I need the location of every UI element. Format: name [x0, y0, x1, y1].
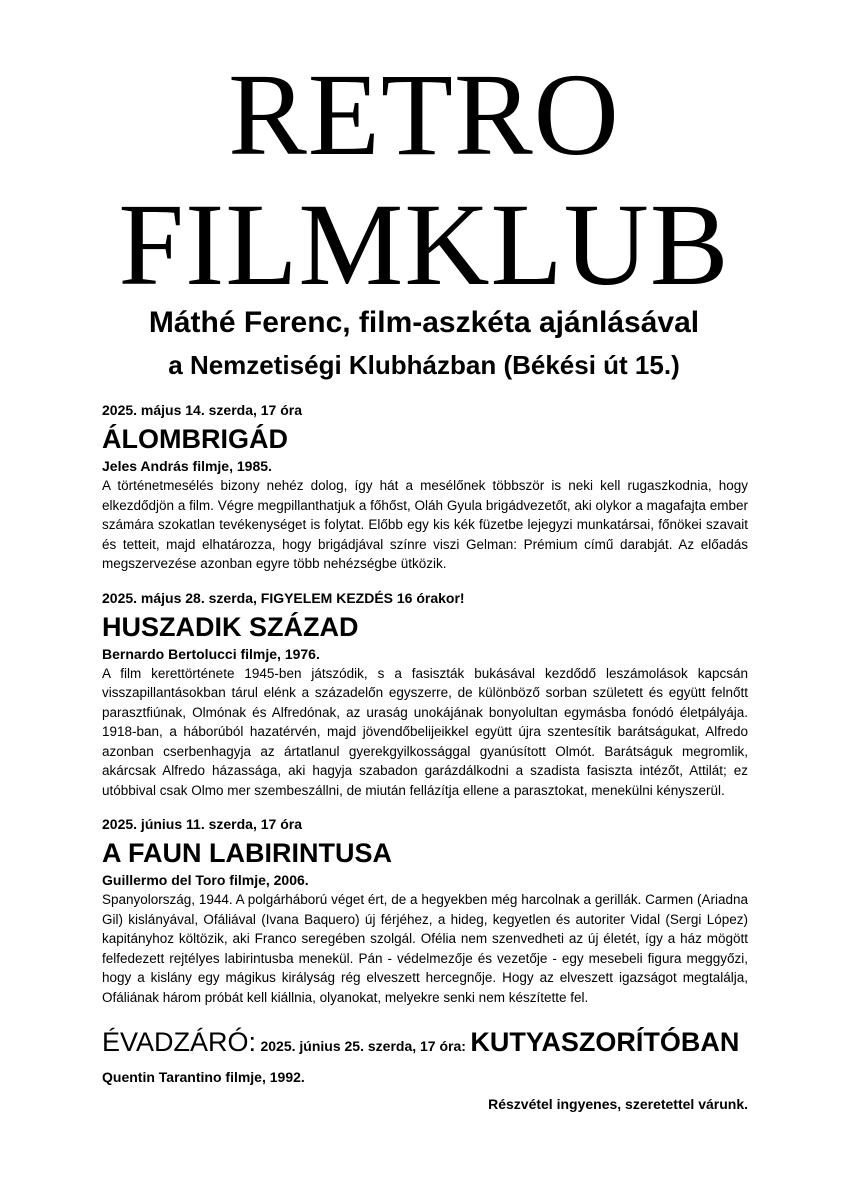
finale-director: Quentin Tarantino filmje, 1992.: [102, 1069, 305, 1085]
season-finale: [102, 1025, 748, 1064]
finale-date: 2025. június 25. szerda, 17 óra:: [260, 1038, 466, 1054]
screening-date: 2025. május 14. szerda, 17 óra: [102, 402, 303, 418]
film-description: A történetmesélés bizony nehéz dolog, így hát a mesélőnek többször is neki kell rugaszkodnia, hogy elkezdődjön a film. Végre megpillanthatjuk a főhőst, Oláh Gyula brigádvezetőt, aki olykor a magafajta ember számára szokatlan tevékenységet is folytat. Előbb egy kis kék füzetbe lejegyzi munkatársai, főnökei szavait és tetteit, majd elhatározza, hogy brigádjával színre viszi Gelman: Prémium című darabját. Az előadás megszervezése azonban egyre több nehézségbe ütközik.: [102, 478, 748, 571]
film-director: Jeles András filmje, 1985.: [102, 458, 272, 474]
program-list: [102, 401, 748, 1114]
film-director: Guillermo del Toro filmje, 2006.: [102, 872, 309, 888]
film-title: HUSZADIK SZÁZAD: [102, 611, 359, 642]
film-description: Spanyolország, 1944. A polgárháború véget ért, de a hegyekben még harcolnak a gerillák. Carmen (Ariadna Gil) kislányával, Ofáliával (Ivana Baquero) új férjéhez, a hideg, kegyetlen és autoriter Vidal (Sergi López) kapitányhoz költözik, aki Franco seregében szolgál. Ofélia nem szenvedheti az új életét, így a ház mögött felfedezett rejtélyes labirintusba menekül. Pán - védelmezője és vezetője - egy mesebeli figura meggyőzi, hogy a kislány egy mágikus királyság rég elveszett hercegnője. Hogy az elveszett igazságot megtalálja, Ofáliának három próbát kell kiállnia, olyanokat, melyekre senki nem készítette fel.: [102, 892, 748, 1005]
subtitle-venue: a Nemzetiségi Klubházban (Békési út 15.): [168, 350, 680, 380]
closing-note: Részvétel ingyenes, szeretettel várunk.: [488, 1096, 748, 1112]
film-director: Bernardo Bertolucci filmje, 1976.: [102, 645, 320, 662]
film-title: A FAUN LABIRINTUSA: [102, 838, 392, 868]
subtitle-host: Máthé Ferenc, film-aszkéta ajánlásával: [148, 306, 700, 339]
screening-date: 2025. május 28. szerda, FIGYELEM KEZDÉS 16 órakor!: [102, 589, 465, 606]
title-retro: RETRO: [228, 49, 620, 180]
finale-title: KUTYASZORÍTÓBAN: [470, 1027, 740, 1057]
title-filmklub: FILMKLUB: [118, 179, 730, 310]
film-description: A film kerettörténete 1945-ben játszódik, s a fasiszták bukásával kezdődő leszámolások kapcsán visszapillantásokban tárul elénk a századelőn egyszerre, de különböző sorban született és együtt felnőtt parasztfiúnak, Olmónak és Alfredónak, az uraság unokájának bonyolultan egymásba fonódó életpályája. 1918-ban, a háborúból hazatérvén, majd jövendőbelijeikkel együtt újra szentesítik barátságukat, Alfredo azonban cserbenhagyja az ártatlanul gyerekgyilkossággal gyanúsított Olmót. Barátságuk megromlik, akárcsak Alfredo házassága, aki hagyja szabadon garázdálkodni a szadista fasiszta intézőt, Attilát; ez utóbbival csak Olmo mer szembeszállni, de miután fellázítja ellene a parasztokat, menekülni kényszerül.: [102, 665, 748, 798]
film-title: ÁLOMBRIGÁD: [102, 424, 288, 454]
finale-label: ÉVADZÁRÓ:: [102, 1027, 257, 1057]
screening-date: 2025. június 11. szerda, 17 óra: [102, 816, 302, 832]
